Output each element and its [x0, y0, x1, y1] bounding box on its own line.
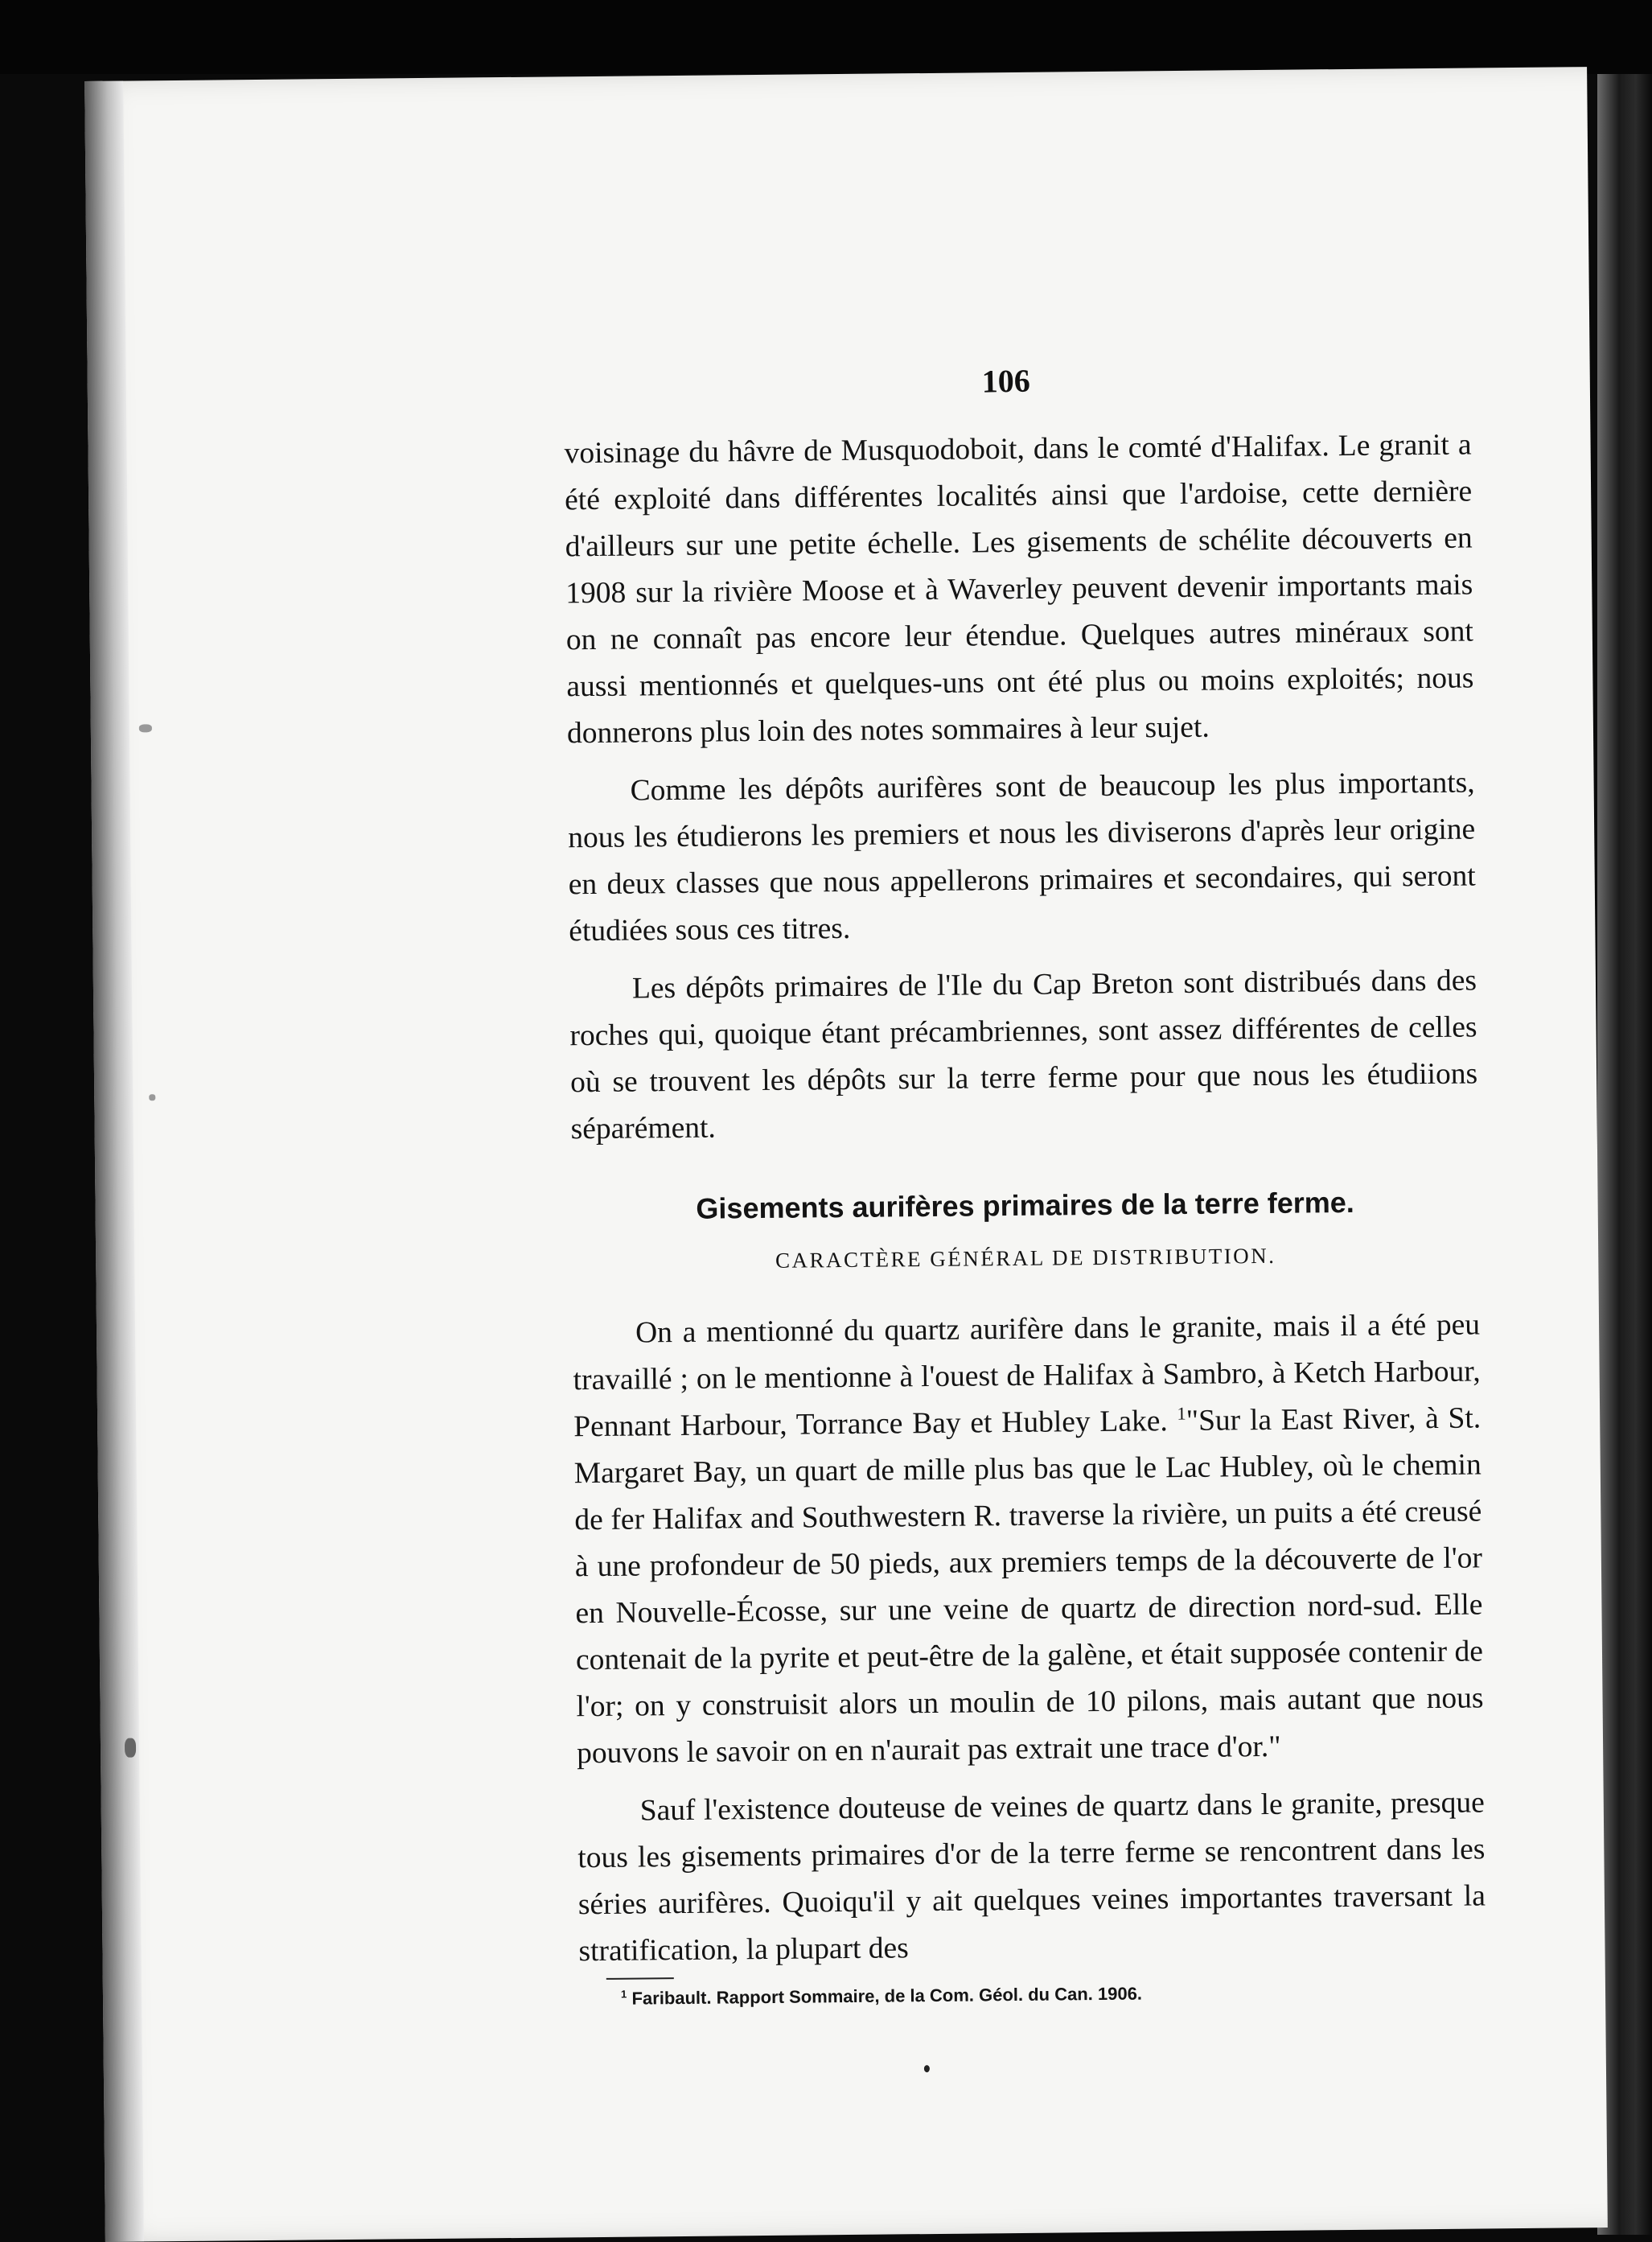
- paragraph: Sauf l'existence douteuse de veines de quartz dans le granite, presque tous les gisements primaires d'or de la terre ferme se rencontrent dans les séries aurifères. Quoiqu'il y ait quelques veines importantes traversant la stratification, la plupart des: [577, 1786, 1486, 1968]
- paragraph: Comme les dépôts aurifères sont de beaucoup les plus importants, nous les étudierons les premiers et nous les diviserons d'après leur origine en deux classes que nous appellerons primaires et secondaires, qui seront étudiées sous ces titres.: [568, 766, 1476, 948]
- quotation-text: "Sur la East River, à St. Margaret Bay, un quart de mille plus bas que le Lac Hubley, où le chemin de fer Halifax and Southwestern R. traverse la rivière, un puits a été creusé à une profondeur de 50 pieds, aux premiers temps de la découverte de l'or en Nouvelle-Écosse, sur une veine de quartz de direction nord-sud. Elle contenait de la pyrite et peut-être de la galène, et était supposée contenir de l'or; on y construisit alors un moulin de 10 pilons, mais autant que nous pouvons le savoir on en n'aurait pas extrait une trace d'or.": [573, 1401, 1484, 1771]
- footnote-text: Faribault. Rapport Sommaire, de la Com. Géol. du Can. 1906.: [631, 1983, 1143, 2009]
- paragraph: [573, 1302, 1485, 1777]
- paragraph-text: On a mentionné du quartz aurifère dans le granite, mais il a été peu travaillé ; on le mentionne à l'ouest de Halifax à Sambro, à Ketch Harbour, Pennant Harbour, Torrance Bay et Hubley Lake.: [573, 1308, 1481, 1444]
- page-binding-shadow: [84, 81, 144, 2242]
- section-subheading: CARACTÈRE GÉNÉRAL DE DISTRIBUTION.: [775, 1243, 1276, 1273]
- margin-speck: [139, 724, 152, 732]
- margin-speck: [125, 1738, 136, 1758]
- page-number: 106: [981, 362, 1031, 400]
- page-speck: [924, 2065, 930, 2072]
- footnote-divider: [606, 1977, 674, 1980]
- paragraph: Les dépôts primaires de l'Ile du Cap Breton sont distribués dans des roches qui, quoique étant précambriennes, sont assez différentes de celles où se trouvent les dépôts sur la terre ferme pour que nous les étudiions séparément.: [569, 964, 1478, 1146]
- footnote: [579, 1977, 1486, 2012]
- footnote-reference: 1: [1177, 1403, 1186, 1424]
- scan-top-border: [0, 0, 1652, 74]
- body-text: [564, 422, 1486, 2012]
- paragraph: voisinage du hâvre de Musquodoboit, dans le comté d'Halifax. Le granit a été exploité dans différentes localités ainsi que l'ardoise, cette dernière d'ailleurs sur une petite échelle. Les gisements de schélite découverts en 1908 sur la rivière Moose et à Waverley peuvent devenir importants mais on ne connaît pas encore leur étendue. Quelques autres minéraux sont aussi mentionnés et quelques-uns ont été plus ou moins exploités; nous donnerons plus loin des notes sommaires à leur sujet.: [564, 428, 1474, 751]
- document-page: [84, 67, 1608, 2242]
- scan-right-border: [1597, 74, 1652, 2235]
- margin-speck: [149, 1094, 155, 1100]
- section-heading: Gisements aurifères primaires de la terre ferme.: [696, 1185, 1354, 1225]
- footnote-marker: 1: [620, 1988, 627, 2001]
